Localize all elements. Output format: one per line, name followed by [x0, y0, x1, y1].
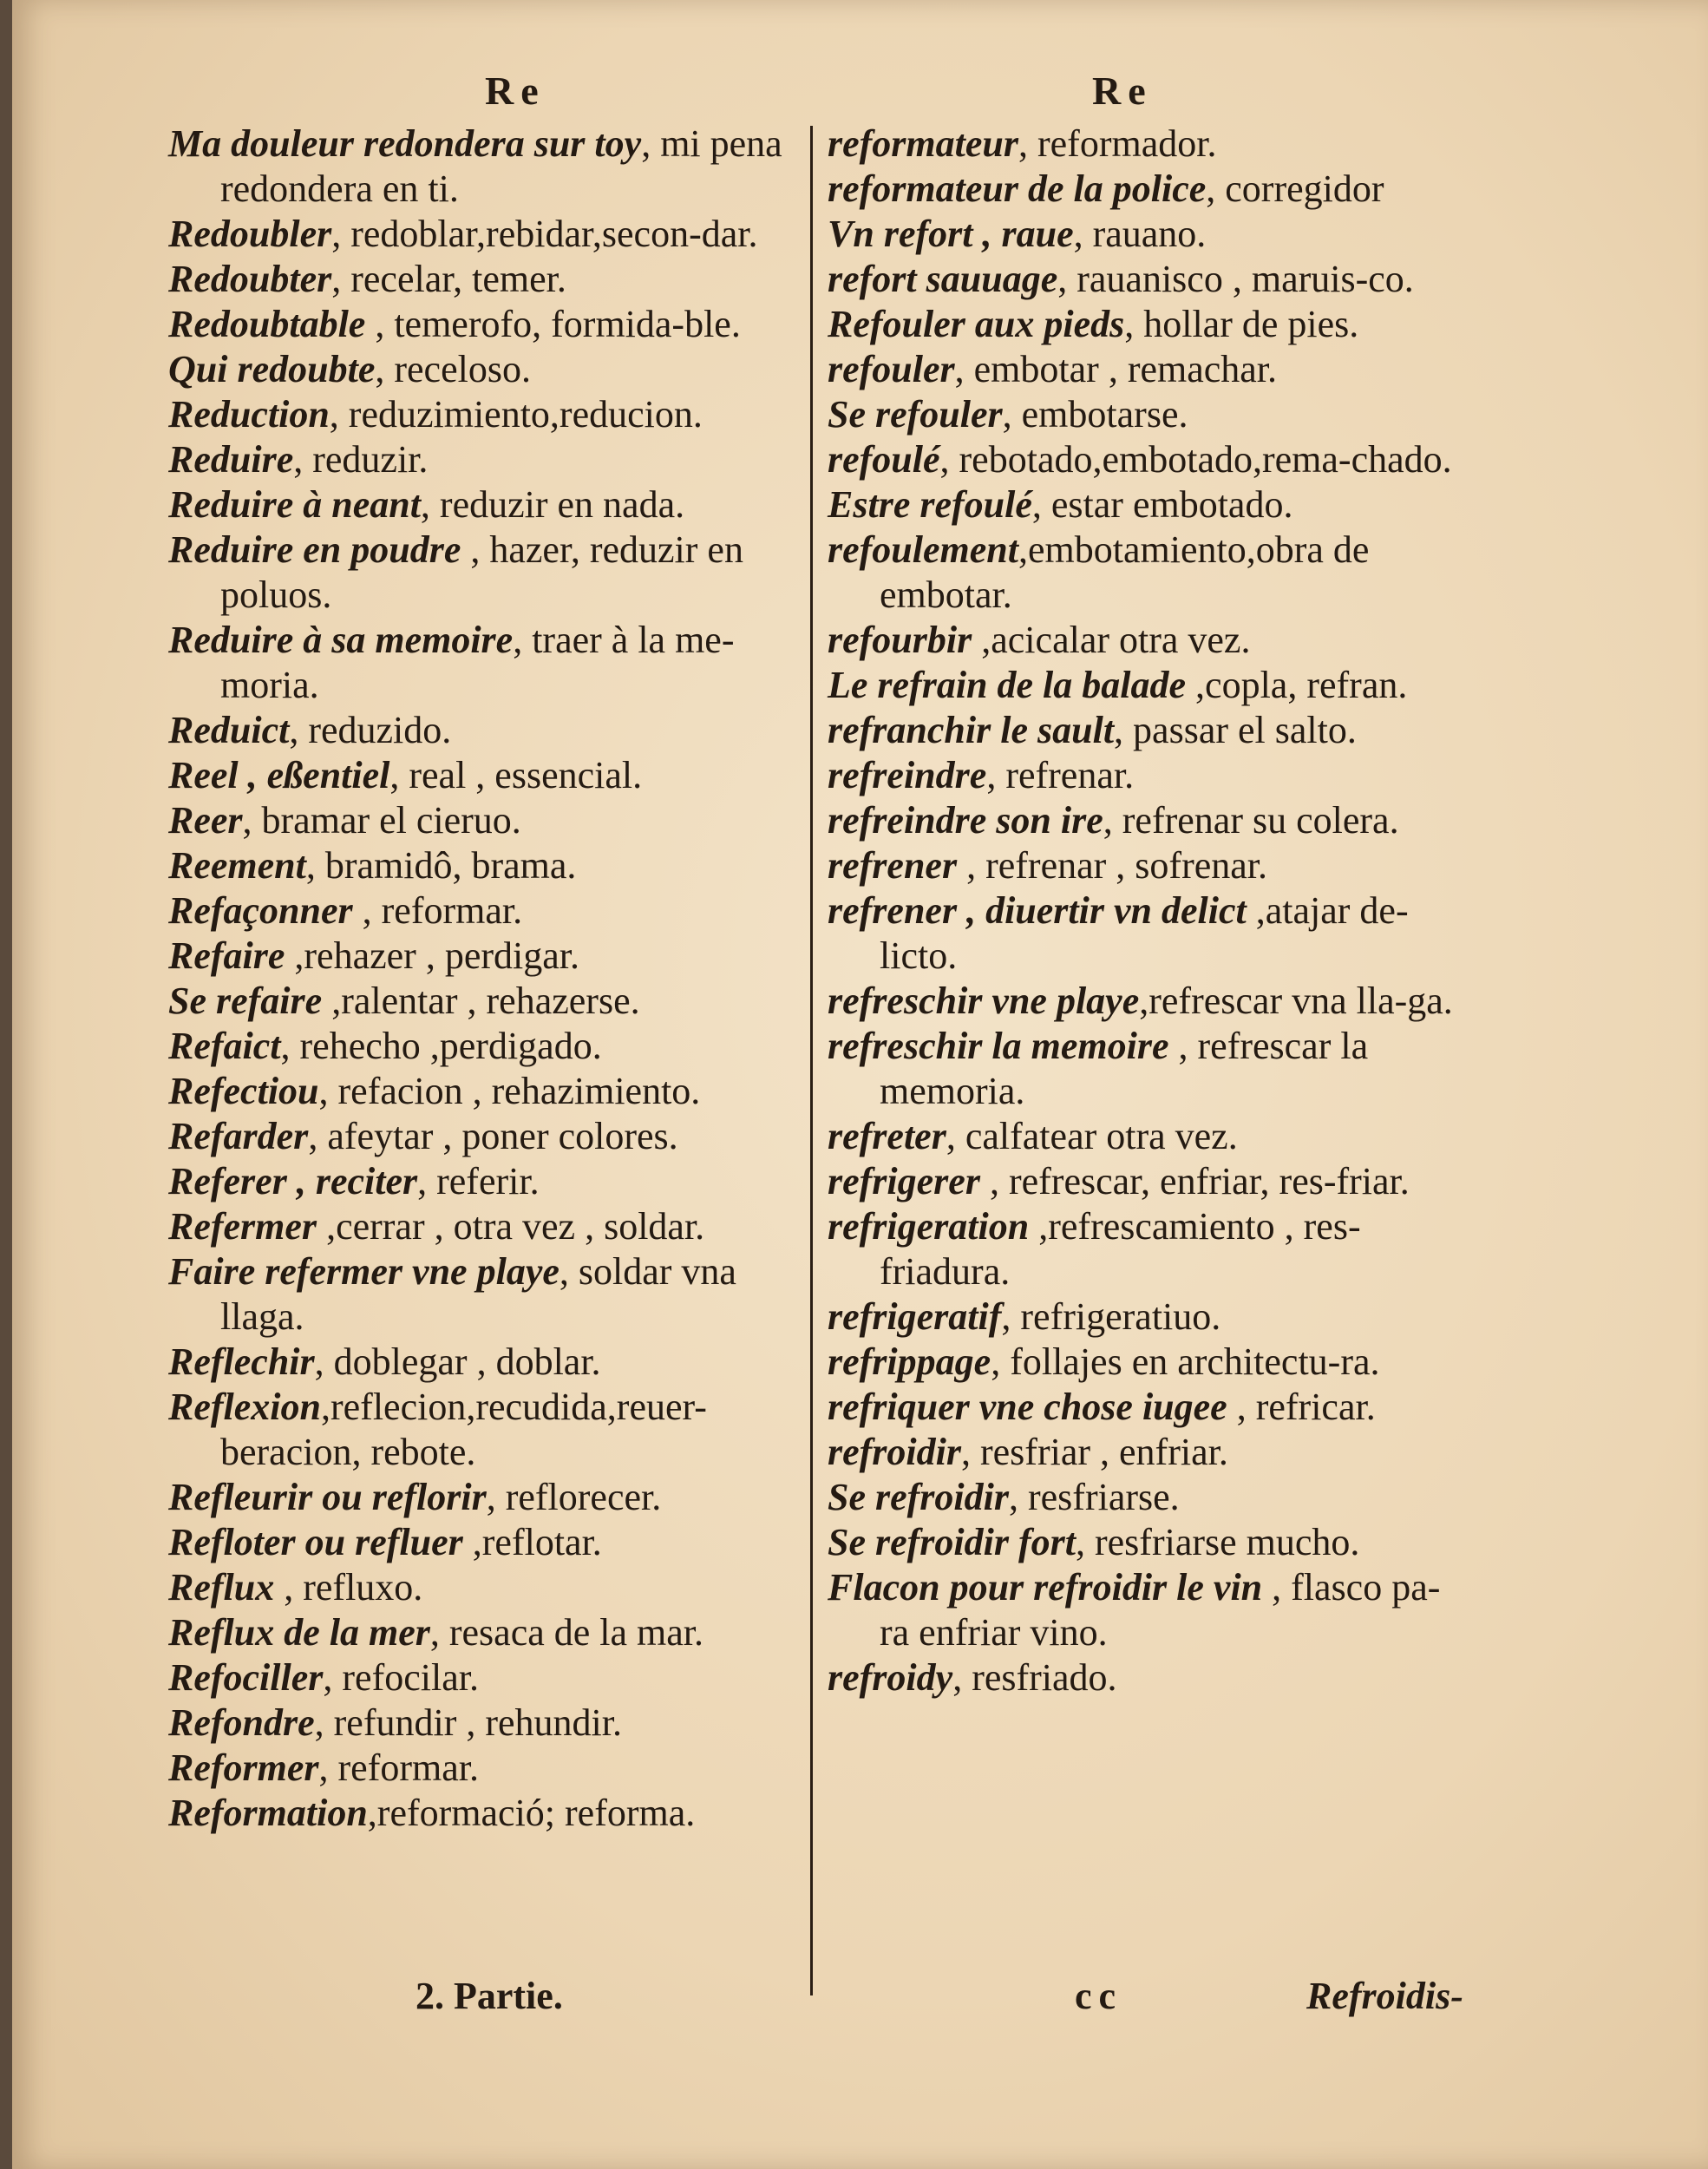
entry-translation: reflorecer. [505, 1476, 662, 1518]
entry-translation: reformador. [1037, 122, 1217, 165]
entry-translation: follajes en architectu-ra. [1010, 1340, 1380, 1383]
entry-separator: , [991, 1340, 1011, 1383]
entry-translation: copla, refran. [1205, 664, 1408, 706]
entry-separator: , [1139, 980, 1149, 1022]
dictionary-entry [828, 843, 1469, 888]
entry-headword: Reflechir [168, 1340, 315, 1383]
entry-separator: , [365, 303, 395, 345]
dictionary-entry [168, 888, 810, 934]
entry-translation: reformar. [337, 1746, 479, 1789]
entry-headword: refrigeratif [828, 1295, 1002, 1338]
entry-separator: , [318, 1070, 338, 1112]
entry-translation: real , essencial. [409, 754, 643, 796]
entry-translation: embotarse. [1021, 393, 1188, 436]
entry-separator: , [375, 348, 395, 390]
entry-translation: estar embotado. [1050, 483, 1293, 526]
dictionary-entry [828, 1204, 1469, 1294]
entry-separator: , [1186, 664, 1206, 706]
entry-separator: , [274, 1566, 304, 1609]
dictionary-entry [168, 302, 810, 347]
entry-headword: refouler [828, 348, 955, 390]
entry-translation: rehazer , perdigar. [304, 934, 579, 977]
entry-separator: , [1227, 1386, 1256, 1428]
entry-headword: Qui redoubte [168, 348, 376, 390]
entry-headword: refrippage [828, 1340, 991, 1383]
entry-separator: , [389, 754, 409, 796]
dictionary-entry [828, 1159, 1469, 1204]
entry-translation: resfriado. [972, 1656, 1117, 1699]
entry-translation: passar el salto. [1133, 709, 1357, 751]
entry-separator: , [961, 1431, 980, 1473]
entry-translation: resfriarse mucho. [1095, 1521, 1360, 1563]
entry-separator: , [331, 213, 351, 255]
entry-translation: refrigeratiuo. [1020, 1295, 1221, 1338]
entry-headword: Refloter ou refluer [168, 1521, 463, 1563]
dictionary-entry [168, 618, 810, 708]
column-rule [810, 126, 813, 1995]
entry-translation: refacion , rehazimiento. [337, 1070, 701, 1112]
dictionary-entry [828, 1655, 1469, 1700]
entry-translation: reduzimiento,reducion. [348, 393, 703, 436]
entry-headword: reformateur [828, 122, 1018, 165]
dictionary-entry [168, 1655, 810, 1700]
dictionary-entry [828, 708, 1469, 753]
dictionary-entry [828, 1520, 1469, 1565]
dictionary-entry [828, 121, 1469, 167]
entry-separator: , [1029, 1205, 1049, 1248]
entry-translation: traer à la me-moria. [220, 619, 735, 706]
entry-separator: , [308, 1115, 328, 1157]
entry-separator: , [1018, 122, 1037, 165]
entry-headword: Flacon pour refroidir le vin [828, 1566, 1263, 1609]
dictionary-entry [168, 257, 810, 302]
running-header-left: Re [485, 69, 546, 113]
dictionary-entry [828, 1294, 1469, 1340]
book-page [12, 0, 1708, 2169]
entry-headword: refriquer vne chose iugee [828, 1386, 1227, 1428]
entry-separator: , [1168, 1025, 1198, 1067]
entry-headword: Referer , reciter [168, 1160, 418, 1202]
entry-headword: refroidir [828, 1431, 961, 1473]
entry-headword: Reel , eßentiel [168, 754, 390, 796]
entry-translation: refrenar. [1005, 754, 1135, 796]
entry-translation: refrescar, enfriar, res-friar. [1008, 1160, 1410, 1202]
entry-headword: Redoubtable [168, 303, 366, 345]
entry-separator: , [1009, 1476, 1028, 1518]
entry-headword: Reformation [168, 1792, 368, 1834]
dictionary-entry [828, 1114, 1469, 1159]
entry-translation: reformar. [381, 889, 523, 932]
entry-separator: , [352, 889, 382, 932]
entry-separator: , [1262, 1566, 1292, 1609]
entry-separator: , [1114, 709, 1134, 751]
entry-translation: rauanisco , maruis-co. [1076, 258, 1414, 300]
dictionary-entry [828, 618, 1469, 663]
dictionary-entry [168, 1159, 810, 1204]
entry-headword: Ma douleur redondera sur toy [168, 122, 642, 165]
entry-headword: refrigerer [828, 1160, 980, 1202]
entry-headword: Refectiou [168, 1070, 319, 1112]
entry-separator: , [429, 1611, 449, 1654]
entry-translation: resfriar , enfriar. [980, 1431, 1228, 1473]
entry-separator: , [1246, 889, 1266, 932]
entry-translation: refrescar la memoria. [880, 1025, 1369, 1112]
entry-separator: , [417, 1160, 437, 1202]
entry-separator: , [322, 980, 342, 1022]
entry-headword: refrigeration [828, 1205, 1030, 1248]
dictionary-entry [168, 392, 810, 437]
entry-translation: bramar el cieruo. [261, 799, 521, 842]
entry-headword: Reduction [168, 393, 330, 436]
entry-translation: rauano. [1092, 213, 1207, 255]
entry-translation: mi pena redondera en ti. [220, 122, 782, 210]
dictionary-entry [828, 1565, 1469, 1655]
entry-separator: , [1002, 393, 1022, 436]
dictionary-entry [168, 528, 810, 618]
entry-translation: hazer, reduzir en poluos. [220, 528, 743, 616]
entry-separator: , [1206, 167, 1226, 210]
entry-headword: Reflux [168, 1566, 275, 1609]
dictionary-entry [168, 979, 810, 1024]
entry-separator: , [946, 1115, 965, 1157]
entry-separator: , [329, 393, 349, 436]
dictionary-entry [168, 934, 810, 979]
entry-separator: , [280, 1025, 300, 1067]
entry-translation: refricar. [1255, 1386, 1376, 1428]
entry-headword: Reduire à neant [168, 483, 421, 526]
dictionary-entry [828, 437, 1469, 482]
entry-translation: hollar de pies. [1143, 303, 1359, 345]
entry-separator: , [320, 1386, 330, 1428]
entry-headword: Redoubler [168, 213, 332, 255]
entry-separator: , [972, 619, 991, 661]
entry-headword: refoulé [828, 438, 940, 481]
entry-headword: Se refroidir [828, 1476, 1009, 1518]
dictionary-entry [168, 1340, 810, 1385]
dictionary-entry [168, 753, 810, 798]
entry-separator: , [331, 258, 351, 300]
entry-separator: , [954, 348, 974, 390]
entry-headword: Refociller [168, 1656, 324, 1699]
entry-headword: Vn refort , raue [828, 213, 1074, 255]
entry-separator: , [559, 1250, 579, 1293]
entry-separator: , [314, 1701, 334, 1744]
entry-headword: Refondre [168, 1701, 315, 1744]
dictionary-entry [168, 1204, 810, 1249]
signature-mark: cc [1075, 1975, 1123, 2017]
dictionary-entry [168, 1791, 810, 1836]
entry-separator: , [1124, 303, 1144, 345]
entry-translation: redoblar,rebidar,secon-dar. [350, 213, 758, 255]
entry-separator: , [461, 528, 490, 571]
entry-separator: , [939, 438, 959, 481]
entry-separator: , [1103, 799, 1122, 842]
entry-headword: Reduire à sa memoire [168, 619, 514, 661]
dictionary-entry [168, 843, 810, 888]
entry-headword: refreindre [828, 754, 987, 796]
entry-translation: refluxo. [303, 1566, 423, 1609]
entry-headword: refreindre son ire [828, 799, 1103, 842]
dictionary-entry [168, 1746, 810, 1791]
dictionary-entry [828, 1024, 1469, 1114]
entry-headword: Reflux de la mer [168, 1611, 430, 1654]
entry-separator: , [957, 844, 986, 887]
entry-translation: refrenar , sofrenar. [985, 844, 1268, 887]
dictionary-entry [168, 347, 810, 392]
entry-translation: refundir , rehundir. [333, 1701, 622, 1744]
dictionary-entry [828, 257, 1469, 302]
entry-headword: refoulement [828, 528, 1018, 571]
entry-separator: , [1031, 483, 1051, 526]
entry-translation: soldar vna llaga. [220, 1250, 736, 1338]
entry-headword: reformateur de la police [828, 167, 1207, 210]
entry-separator: , [323, 1656, 343, 1699]
entry-headword: Se refaire [168, 980, 323, 1022]
dictionary-entry [828, 347, 1469, 392]
entry-separator: , [641, 122, 661, 165]
entry-translation: refocilar. [342, 1656, 479, 1699]
entry-translation: resaca de la mar. [448, 1611, 704, 1654]
entry-headword: Reement [168, 844, 306, 887]
dictionary-entry [168, 1069, 810, 1114]
entry-headword: Faire refermer vne playe [168, 1250, 560, 1293]
entry-headword: refrener , diuertir vn delict [828, 889, 1247, 932]
dictionary-entry [828, 392, 1469, 437]
entry-separator: , [462, 1521, 482, 1563]
dictionary-entry [168, 1565, 810, 1610]
dictionary-entry [828, 753, 1469, 798]
dictionary-entry [828, 167, 1469, 212]
entry-translation: recelar, temer. [350, 258, 566, 300]
dictionary-entry [828, 663, 1469, 708]
dictionary-entry [168, 482, 810, 528]
entry-headword: Refouler aux pieds [828, 303, 1125, 345]
entry-translation: embotamiento,obra de embotar. [880, 528, 1370, 616]
entry-translation: bramidô, brama. [324, 844, 577, 887]
entry-headword: Refarder [168, 1115, 309, 1157]
entry-translation: rebotado,embotado,rema-chado. [959, 438, 1452, 481]
dictionary-entry [168, 1114, 810, 1159]
entry-separator: , [1001, 1295, 1021, 1338]
entry-headword: Reflexion [168, 1386, 321, 1428]
dictionary-entry [828, 979, 1469, 1024]
dictionary-entry [168, 1610, 810, 1655]
entry-headword: Reduire en poudre [168, 528, 461, 571]
entry-separator: , [952, 1656, 972, 1699]
entry-translation: receloso. [394, 348, 531, 390]
dictionary-entry [168, 1385, 810, 1475]
entry-headword: Refleurir ou reflorir [168, 1476, 487, 1518]
entry-separator: , [986, 754, 1006, 796]
right-column [828, 121, 1469, 1700]
entry-translation: reformació; reforma. [376, 1792, 696, 1834]
entry-separator: , [293, 438, 313, 481]
entry-translation: refrescar vna lla-ga. [1148, 980, 1453, 1022]
entry-separator: , [367, 1792, 377, 1834]
left-column [168, 121, 810, 1836]
dictionary-entry [828, 212, 1469, 257]
part-label: 2. Partie. [416, 1975, 563, 2017]
dictionary-entry [168, 121, 810, 212]
entry-headword: Se refroidir fort [828, 1521, 1076, 1563]
dictionary-entry [168, 1249, 810, 1340]
entry-headword: Reduire [168, 438, 294, 481]
entry-translation: corregidor [1225, 167, 1384, 210]
entry-headword: refourbir [828, 619, 972, 661]
entry-translation: refrenar su colera. [1122, 799, 1399, 842]
dictionary-entry [168, 1024, 810, 1069]
dictionary-entry [168, 212, 810, 257]
entry-separator: , [979, 1160, 1009, 1202]
dictionary-entry [168, 1700, 810, 1746]
dictionary-entry [828, 482, 1469, 528]
entry-translation: reflotar. [481, 1521, 602, 1563]
dictionary-entry [828, 1385, 1469, 1430]
entry-headword: refranchir le sault [828, 709, 1115, 751]
entry-separator: , [1076, 1521, 1095, 1563]
entry-headword: Refaire [168, 934, 285, 977]
dictionary-entry [168, 1520, 810, 1565]
dictionary-entry [828, 1340, 1469, 1385]
entry-separator: , [289, 709, 309, 751]
dictionary-entry [828, 528, 1469, 618]
entry-headword: Refaçonner [168, 889, 353, 932]
entry-separator: , [1073, 213, 1093, 255]
entry-translation: flasco pa-ra enfriar vino. [880, 1566, 1441, 1654]
entry-translation: cerrar , otra vez , soldar. [336, 1205, 705, 1248]
entry-translation: embotar , remachar. [973, 348, 1278, 390]
entry-separator: , [420, 483, 440, 526]
entry-translation: acicalar otra vez. [991, 619, 1251, 661]
entry-translation: resfriarse. [1028, 1476, 1180, 1518]
catchword: Refroidis- [1306, 1975, 1463, 2017]
entry-headword: refrener [828, 844, 958, 887]
entry-headword: Se refouler [828, 393, 1003, 436]
entry-headword: refreter [828, 1115, 946, 1157]
entry-separator: , [285, 934, 304, 977]
entry-headword: Refaict [168, 1025, 281, 1067]
entry-translation: temerofo, formida-ble. [394, 303, 741, 345]
entry-translation: refrescamiento , res-friadura. [880, 1205, 1361, 1293]
entry-translation: afeytar , poner colores. [327, 1115, 678, 1157]
entry-translation: reflecion,recudida,reuer-beracion, rebote. [220, 1386, 707, 1473]
entry-headword: refreschir la memoire [828, 1025, 1169, 1067]
dictionary-entry [168, 1475, 810, 1520]
entry-headword: Reformer [168, 1746, 319, 1789]
dictionary-entry [828, 888, 1469, 979]
entry-separator: , [1057, 258, 1077, 300]
entry-headword: refort sauuage [828, 258, 1058, 300]
entry-headword: Estre refoulé [828, 483, 1032, 526]
entry-separator: , [318, 1746, 338, 1789]
entry-translation: referir. [436, 1160, 540, 1202]
entry-headword: Reer [168, 799, 243, 842]
entry-translation: atajar de-licto. [880, 889, 1409, 977]
entry-separator: , [314, 1340, 334, 1383]
entry-separator: , [513, 619, 533, 661]
entry-translation: reduzir. [312, 438, 429, 481]
entry-separator: , [305, 844, 325, 887]
dictionary-entry [828, 302, 1469, 347]
entry-translation: reduzir en nada. [439, 483, 685, 526]
dictionary-entry [168, 798, 810, 843]
dictionary-entry [828, 1475, 1469, 1520]
entry-separator: , [486, 1476, 506, 1518]
entry-headword: Redoubter [168, 258, 332, 300]
entry-headword: refreschir vne playe [828, 980, 1140, 1022]
entry-headword: refroidy [828, 1656, 953, 1699]
entry-translation: ralentar , rehazerse. [341, 980, 640, 1022]
entry-headword: Le refrain de la balade [828, 664, 1187, 706]
entry-separator: , [1018, 528, 1028, 571]
running-header-right: Re [1092, 69, 1153, 113]
dictionary-entry [828, 798, 1469, 843]
entry-headword: Refermer [168, 1205, 317, 1248]
dictionary-entry [168, 437, 810, 482]
entry-translation: rehecho ,perdigado. [299, 1025, 602, 1067]
entry-headword: Reduict [168, 709, 290, 751]
dictionary-entry [168, 708, 810, 753]
entry-translation: doblegar , doblar. [333, 1340, 601, 1383]
entry-separator: , [242, 799, 262, 842]
dictionary-entry [828, 1430, 1469, 1475]
entry-separator: , [317, 1205, 337, 1248]
entry-translation: reduzido. [308, 709, 452, 751]
entry-translation: calfatear otra vez. [965, 1115, 1238, 1157]
